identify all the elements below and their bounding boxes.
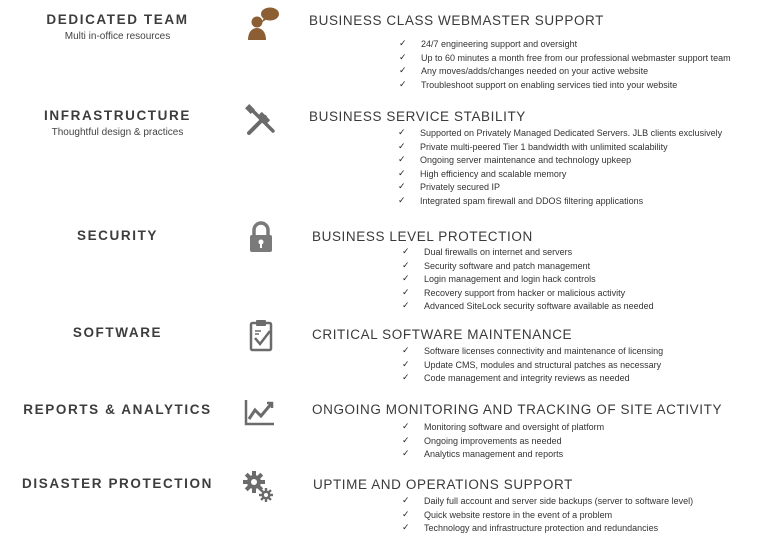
category-block [0, 476, 235, 492]
feature-list [398, 127, 722, 209]
section-heading: BUSINESS CLASS WEBMASTER SUPPORT [309, 13, 605, 28]
check-icon: ✓ [402, 422, 410, 432]
clipboard-check-icon [243, 318, 279, 354]
check-icon: ✓ [398, 182, 406, 193]
check-icon: ✓ [398, 195, 406, 206]
list-item: ✓ Security software and patch management [402, 260, 654, 274]
list-item: ✓ Recovery support from hacker or malicious activity [402, 287, 654, 301]
list-item: ✓ Update CMS, modules and structural patches as necessary [402, 359, 663, 373]
check-icon: ✓ [398, 155, 406, 166]
list-item: ✓ Ongoing server maintenance and technology upkeep [398, 154, 722, 168]
check-icon: ✓ [402, 301, 410, 312]
list-item: ✓ High efficiency and scalable memory [398, 168, 722, 182]
gears-icon [240, 468, 276, 504]
check-icon: ✓ [402, 449, 410, 460]
category-title: SECURITY [76, 228, 159, 243]
check-icon: ✓ [402, 435, 410, 446]
check-icon: ✓ [402, 523, 410, 534]
list-item: ✓ Any moves/adds/changes needed on your active website [399, 65, 731, 79]
list-item: ✓ Dual firewalls on internet and servers [402, 246, 654, 260]
category-block [0, 12, 235, 43]
list-item: ✓ Software licenses connectivity and maintenance of licensing [402, 345, 663, 359]
list-item: ✓ Privately secured IP [398, 181, 722, 195]
check-icon: ✓ [398, 128, 406, 138]
category-title: SOFTWARE [72, 325, 163, 340]
category-title: REPORTS & ANALYTICS [23, 402, 212, 417]
feature-list [402, 246, 654, 314]
check-icon: ✓ [402, 373, 410, 384]
check-icon: ✓ [402, 287, 410, 298]
check-icon: ✓ [399, 66, 407, 77]
section-heading: BUSINESS SERVICE STABILITY [309, 109, 526, 124]
lock-icon [243, 219, 279, 255]
category-subtitle: Thoughtful design & practices [51, 127, 184, 138]
list-item: ✓ Daily full account and server side backups (server to software level) [402, 495, 693, 509]
check-icon: ✓ [402, 274, 410, 285]
list-item: ✓ Monitoring software and oversight of platform [402, 421, 604, 435]
check-icon: ✓ [402, 247, 410, 257]
list-item: ✓ Code management and integrity reviews as needed [402, 372, 663, 386]
feature-list [399, 38, 731, 92]
list-item: ✓ Ongoing improvements as needed [402, 435, 604, 449]
list-item: ✓ Advanced SiteLock security software available as needed [402, 300, 654, 314]
check-icon: ✓ [402, 359, 410, 370]
list-item: ✓ Analytics management and reports [402, 448, 604, 462]
list-item: ✓ Supported on Privately Managed Dedicated Servers. JLB clients exclusively [398, 127, 722, 141]
list-item: ✓ Technology and infrastructure protection and redundancies [402, 522, 693, 536]
list-item: ✓ Integrated spam firewall and DDOS filtering applications [398, 195, 722, 209]
check-icon: ✓ [399, 39, 407, 49]
line-chart-icon [242, 394, 278, 430]
section-heading: UPTIME AND OPERATIONS SUPPORT [313, 477, 573, 492]
feature-list [402, 345, 663, 386]
list-item: ✓ Quick website restore in the event of a problem [402, 509, 693, 523]
list-item: ✓ Up to 60 minutes a month free from our professional webmaster support team [399, 52, 731, 66]
category-title: DEDICATED TEAM [46, 12, 189, 27]
check-icon: ✓ [402, 260, 410, 271]
category-block [0, 325, 235, 341]
list-item: ✓ Login management and login hack controls [402, 273, 654, 287]
list-item: ✓ Troubleshoot support on enabling services tied into your website [399, 79, 731, 93]
check-icon: ✓ [402, 346, 410, 356]
category-title: DISASTER PROTECTION [22, 476, 213, 491]
category-subtitle: Multi in-office resources [64, 31, 171, 42]
feature-list [402, 495, 693, 536]
section-heading: ONGOING MONITORING AND TRACKING OF SITE ACTIVITY [312, 402, 723, 417]
check-icon: ✓ [402, 496, 410, 506]
check-icon: ✓ [399, 52, 407, 63]
check-icon: ✓ [398, 141, 406, 152]
category-block [0, 108, 235, 139]
category-title: INFRASTRUCTURE [44, 108, 191, 123]
check-icon: ✓ [399, 79, 407, 90]
chat-person-icon [244, 6, 280, 42]
section-heading: CRITICAL SOFTWARE MAINTENANCE [312, 327, 573, 342]
feature-list [402, 421, 604, 462]
list-item: ✓ Private multi-peered Tier 1 bandwidth with unlimited scalability [398, 141, 722, 155]
check-icon: ✓ [402, 509, 410, 520]
section-heading: BUSINESS LEVEL PROTECTION [312, 229, 533, 244]
category-block [0, 228, 235, 244]
list-item: ✓ 24/7 engineering support and oversight [399, 38, 731, 52]
category-block [0, 402, 235, 418]
check-icon: ✓ [398, 168, 406, 179]
tools-icon [243, 103, 279, 139]
